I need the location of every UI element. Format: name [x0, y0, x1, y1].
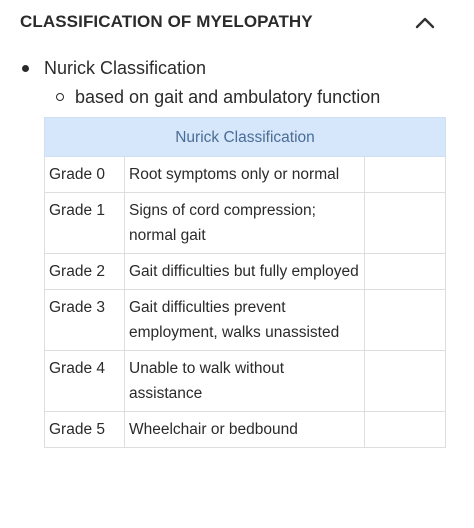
list-item: [22, 56, 206, 80]
table-row: [45, 157, 446, 193]
description-cell: Root symptoms only or normal: [125, 157, 365, 193]
empty-cell: [365, 193, 446, 254]
table-row: [45, 254, 446, 290]
chevron-up-icon[interactable]: [412, 12, 438, 34]
description-cell: Gait difficulties prevent employment, walks unassisted: [125, 290, 365, 351]
table-row: [45, 351, 446, 412]
description-cell: Gait difficulties but fully employed: [125, 254, 365, 290]
table-caption: Nurick Classification: [45, 118, 446, 157]
empty-cell: [365, 157, 446, 193]
grade-cell: Grade 5: [45, 412, 125, 448]
table-row: [45, 290, 446, 351]
table-caption-row: [45, 118, 446, 157]
grade-cell: Grade 0: [45, 157, 125, 193]
grade-cell: Grade 2: [45, 254, 125, 290]
description-cell: Wheelchair or bedbound: [125, 412, 365, 448]
empty-cell: [365, 254, 446, 290]
table-row: [45, 412, 446, 448]
grade-cell: Grade 1: [45, 193, 125, 254]
empty-cell: [365, 351, 446, 412]
table-row: [45, 193, 446, 254]
sub-list-item-label: based on gait and ambulatory function: [75, 86, 381, 107]
grade-cell: Grade 4: [45, 351, 125, 412]
description-cell: Unable to walk without assistance: [125, 351, 365, 412]
section-header[interactable]: [0, 0, 474, 44]
nurick-table: [44, 117, 446, 448]
grade-cell: Grade 3: [45, 290, 125, 351]
empty-cell: [365, 412, 446, 448]
bullet-icon: [22, 65, 29, 72]
list-item-label: Nurick Classification: [44, 57, 207, 78]
empty-cell: [365, 290, 446, 351]
hollow-bullet-icon: [56, 93, 64, 101]
section-title: CLASSIFICATION OF MYELOPATHY: [20, 12, 313, 31]
sub-list-item: [56, 85, 380, 109]
description-cell: Signs of cord compression; normal gait: [125, 193, 365, 254]
